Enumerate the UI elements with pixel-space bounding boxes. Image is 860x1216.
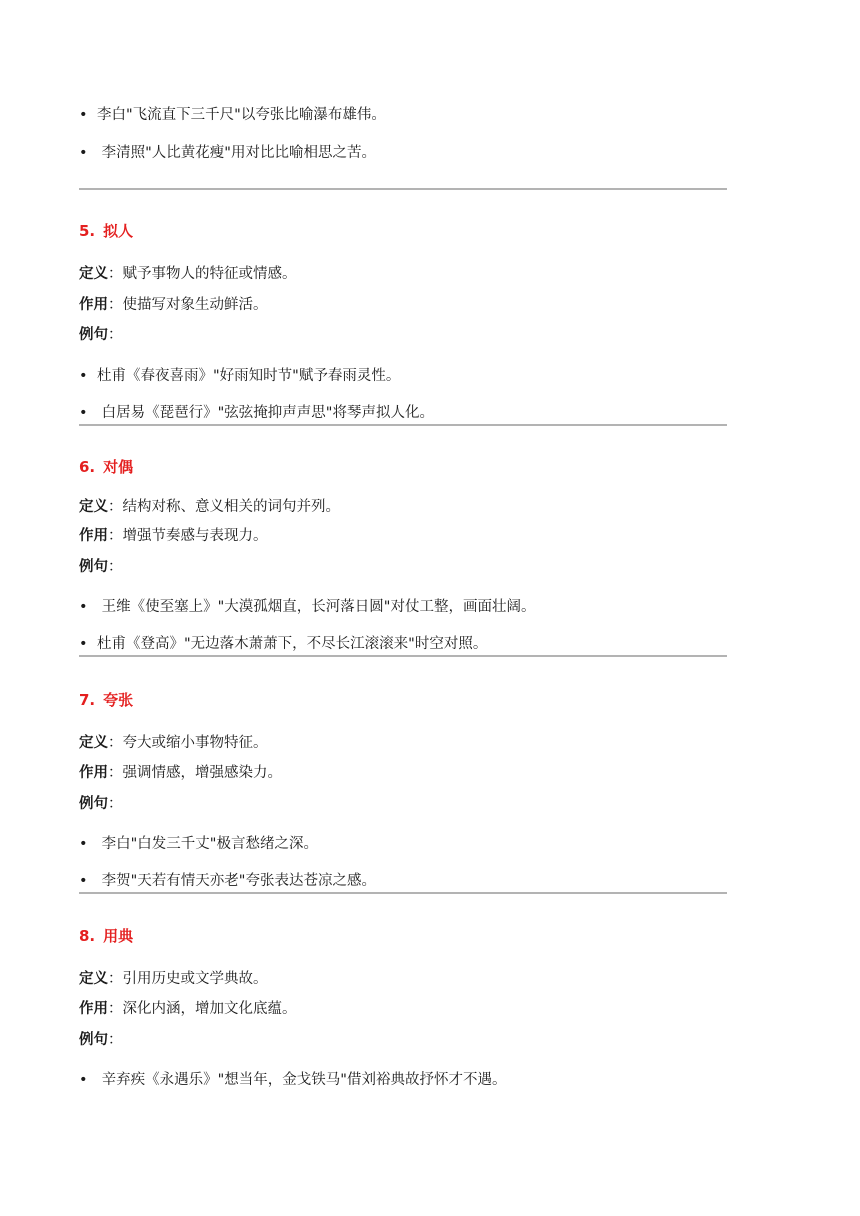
colon: ： [108,297,123,313]
list-item [79,634,487,654]
list-item [79,871,376,891]
section-title-text: 夸张 [103,691,134,709]
list-item [79,403,434,423]
section-title [79,926,133,946]
colon: ： [108,765,123,781]
section-title [79,221,133,241]
section-title-text: 拟人 [103,222,134,240]
bullet-icon: • [79,636,88,652]
colon: ： [108,1032,123,1048]
colon: ： [108,559,123,575]
colon: ： [108,499,123,515]
section-title-text: 用典 [103,927,134,945]
definition-label: 定义 [79,266,108,282]
example-line [79,325,123,345]
example-text: 李白"飞流直下三千尺"以夸张比喻瀑布雄伟。 [97,107,386,123]
function-label: 作用 [79,765,108,781]
example-line [79,1030,123,1050]
example-text: 白居易《琵琶行》"弦弦掩抑声声思"将琴声拟人化。 [97,405,434,421]
example-line [79,794,123,814]
function-text: 增强节奏感与表现力。 [122,528,268,544]
section-number: 8. [79,927,96,945]
example-label: 例句 [79,327,108,343]
example-text: 辛弃疾《永遇乐》"想当年，金戈铁马"借刘裕典故抒怀才不遇。 [97,1072,507,1088]
section-title-text: 对偶 [103,458,134,476]
bullet-icon: • [79,145,88,161]
definition-text: 结构对称、意义相关的词句并列。 [122,499,340,515]
example-text: 王维《使至塞上》"大漠孤烟直，长河落日圆"对仗工整，画面壮阔。 [97,599,536,615]
bullet-icon: • [79,873,88,889]
definition-text: 夸大或缩小事物特征。 [122,735,268,751]
colon: ： [108,528,123,544]
function-line [79,526,268,546]
function-text: 强调情感，增强感染力。 [122,765,282,781]
bullet-icon: • [79,405,88,421]
list-item [79,366,400,386]
function-text: 使描写对象生动鲜活。 [122,297,268,313]
function-line [79,763,282,783]
section-divider [79,424,727,426]
example-text: 杜甫《春夜喜雨》"好雨知时节"赋予春雨灵性。 [97,368,401,384]
list-item [79,105,386,125]
example-text: 李白"白发三千丈"极言愁绪之深。 [97,836,318,852]
example-text: 李贺"天若有情天亦老"夸张表达苍凉之感。 [97,873,376,889]
definition-text: 引用历史或文学典故。 [122,971,268,987]
definition-text: 赋予事物人的特征或情感。 [122,266,297,282]
colon: ： [108,735,123,751]
function-line [79,999,297,1019]
example-text: 李清照"人比黄花瘦"用对比比喻相思之苦。 [97,145,376,161]
bullet-icon: • [79,107,88,123]
colon: ： [108,1001,123,1017]
function-label: 作用 [79,528,108,544]
list-item [79,834,318,854]
definition-label: 定义 [79,499,108,515]
section-title [79,690,133,710]
section-number: 5. [79,222,96,240]
list-item [79,597,535,617]
colon: ： [108,971,123,987]
bullet-icon: • [79,1072,88,1088]
function-text: 深化内涵，增加文化底蕴。 [122,1001,297,1017]
section-divider [79,655,727,657]
section-divider [79,188,727,190]
colon: ： [108,266,123,282]
definition-line [79,497,340,517]
example-text: 杜甫《登高》"无边落木萧萧下，不尽长江滚滚来"时空对照。 [97,636,488,652]
definition-line [79,733,268,753]
function-label: 作用 [79,1001,108,1017]
definition-line [79,264,297,284]
definition-label: 定义 [79,735,108,751]
section-number: 6. [79,458,96,476]
bullet-icon: • [79,836,88,852]
definition-label: 定义 [79,971,108,987]
example-line [79,557,123,577]
function-label: 作用 [79,297,108,313]
colon: ： [108,327,123,343]
example-label: 例句 [79,1032,108,1048]
example-label: 例句 [79,796,108,812]
bullet-icon: • [79,599,88,615]
bullet-icon: • [79,368,88,384]
colon: ： [108,796,123,812]
section-title [79,457,133,477]
definition-line [79,969,268,989]
list-item [79,143,376,163]
section-divider [79,892,727,894]
list-item [79,1070,506,1090]
function-line [79,295,268,315]
example-label: 例句 [79,559,108,575]
section-number: 7. [79,691,96,709]
